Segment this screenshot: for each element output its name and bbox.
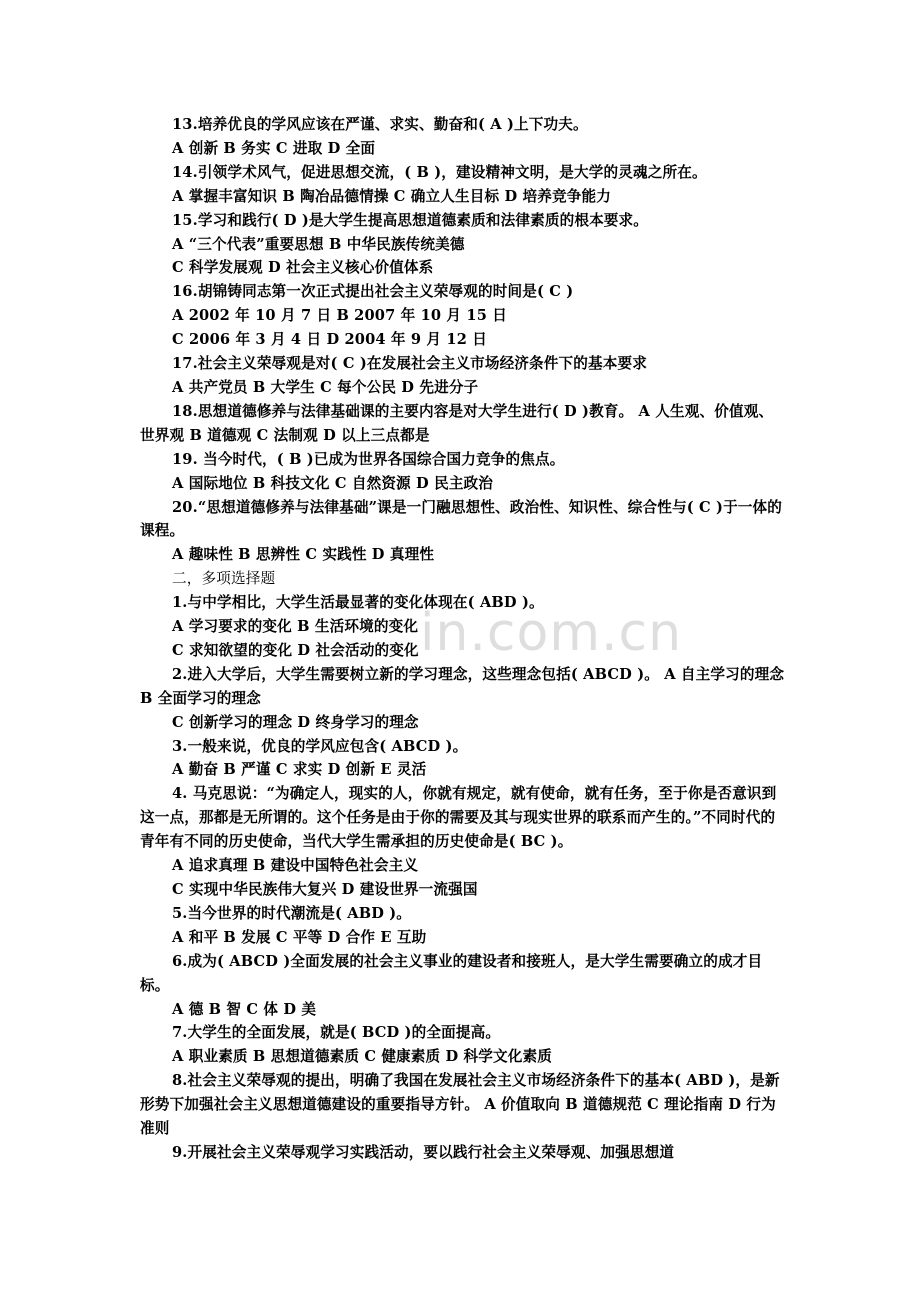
watermark: in.com.cn	[420, 603, 683, 663]
mc-question-5: 5.当今世界的时代潮流是( ABD )。	[172, 904, 412, 922]
question-15: 15.学习和践行( D )是大学生提高思想道德素质和法律素质的根本要求。	[172, 211, 649, 229]
mc-question-3-options: A 勤奋 B 严谨 C 求实 D 创新 E 灵活	[172, 761, 427, 779]
mc-question-1-options-ab: A 学习要求的变化 B 生活环境的变化	[172, 618, 419, 636]
mc-question-2-options-cd: C 创新学习的理念 D 终身学习的理念	[172, 713, 419, 731]
question-13: 13.培养优良的学风应该在严谨、求实、勤奋和( A )上下功夫。	[172, 116, 588, 133]
mc-question-6: 6.成为( ABCD )全面发展的社会主义事业的建设者和接班人，是大学生需要确立的成才目标。	[140, 952, 763, 994]
mc-question-4-options-cd: C 实现中华民族伟大复兴 D 建设世界一流强国	[172, 881, 478, 898]
question-19-options: A 国际地位 B 科技文化 C 自然资源 D 民主政治	[172, 474, 494, 492]
question-16: 16.胡锦铸同志第一次正式提出社会主义荣辱观的时间是( C )	[172, 283, 574, 301]
document-body	[140, 113, 785, 1165]
mc-question-8: 8.社会主义荣辱观的提出，明确了我国在发展社会主义市场经济条件下的基本( ABD )，是新形势下加强社会主义思想道德建设的重要指导方针。 A 价值取向 B 道德规范 C 理论指南 D 行为准则	[140, 1072, 780, 1138]
mc-question-7: 7.大学生的全面发展，就是( BCD )的全面提高。	[172, 1024, 501, 1042]
mc-question-9: 9.开展社会主义荣辱观学习实践活动，要以践行社会主义荣辱观、加强思想道	[172, 1143, 675, 1161]
question-17: 17.社会主义荣辱观是对( C )在发展社会主义市场经济条件下的基本要求	[172, 355, 648, 373]
mc-question-4: 4. 马克思说：“为确定人，现实的人，你就有规定，就有使命，就有任务，至于你是否意识到这一点，那都是无所谓的。这个任务是由于你的需要及其与现实世界的联系而产生的。”不同时代的青年有不同的历史使命，当代大学生需承担的历史使命是( BC )。	[140, 785, 777, 851]
mc-question-3: 3.一般来说，优良的学风应包含( ABCD )。	[172, 737, 468, 755]
question-15-options-cd: C 科学发展观 D 社会主义核心价值体系	[172, 259, 434, 277]
question-20-options: A 趣味性 B 思辨性 C 实践性 D 真理性	[172, 546, 435, 564]
mc-question-2: 2.进入大学后，大学生需要树立新的学习理念，这些理念包括( ABCD )。 A 自主学习的理念 B 全面学习的理念	[140, 665, 785, 707]
question-17-options: A 共产党员 B 大学生 C 每个公民 D 先进分子	[172, 378, 479, 396]
section-heading-multiple-choice: 二，多项选择题	[172, 570, 276, 588]
mc-question-6-options: A 德 B 智 C 体 D 美	[172, 1000, 317, 1018]
question-16-options-ab: A 2002 年 10 月 7 日 B 2007 年 10 月 15 日	[172, 307, 507, 325]
mc-question-5-options: A 和平 B 发展 C 平等 D 合作 E 互助	[172, 928, 427, 946]
question-13-options: A 创新 B 务实 C 进取 D 全面	[172, 139, 376, 157]
question-15-options-ab: A “三个代表”重要思想 B 中华民族传统美德	[172, 235, 465, 253]
question-19: 19. 当今时代，( B )已成为世界各国综合国力竞争的焦点。	[172, 450, 565, 468]
question-20: 20.“思想道德修养与法律基础”课是一门融思想性、政治性、知识性、综合性与( C )于一体的课程。	[140, 498, 783, 540]
question-14: 14.引领学术风气，促进思想交流，( B )，建设精神文明，是大学的灵魂之所在。	[172, 163, 707, 181]
question-16-options-cd: C 2006 年 3 月 4 日 D 2004 年 9 月 12 日	[172, 331, 487, 349]
question-14-options: A 掌握丰富知识 B 陶冶品德情操 C 确立人生目标 D 培养竞争能力	[172, 187, 611, 205]
mc-question-1-options-cd: C 求知欲望的变化 D 社会活动的变化	[172, 641, 419, 659]
mc-question-4-options-ab: A 追求真理 B 建设中国特色社会主义	[172, 857, 419, 875]
mc-question-1: 1.与中学相比，大学生活最显著的变化体现在( ABD )。	[172, 594, 544, 612]
mc-question-7-options: A 职业素质 B 思想道德素质 C 健康素质 D 科学文化素质	[172, 1048, 553, 1066]
question-18: 18.思想道德修养与法律基础课的主要内容是对大学生进行( D )教育。 A 人生观、价值观、世界观 B 道德观 C 法制观 D 以上三点都是	[140, 402, 774, 444]
